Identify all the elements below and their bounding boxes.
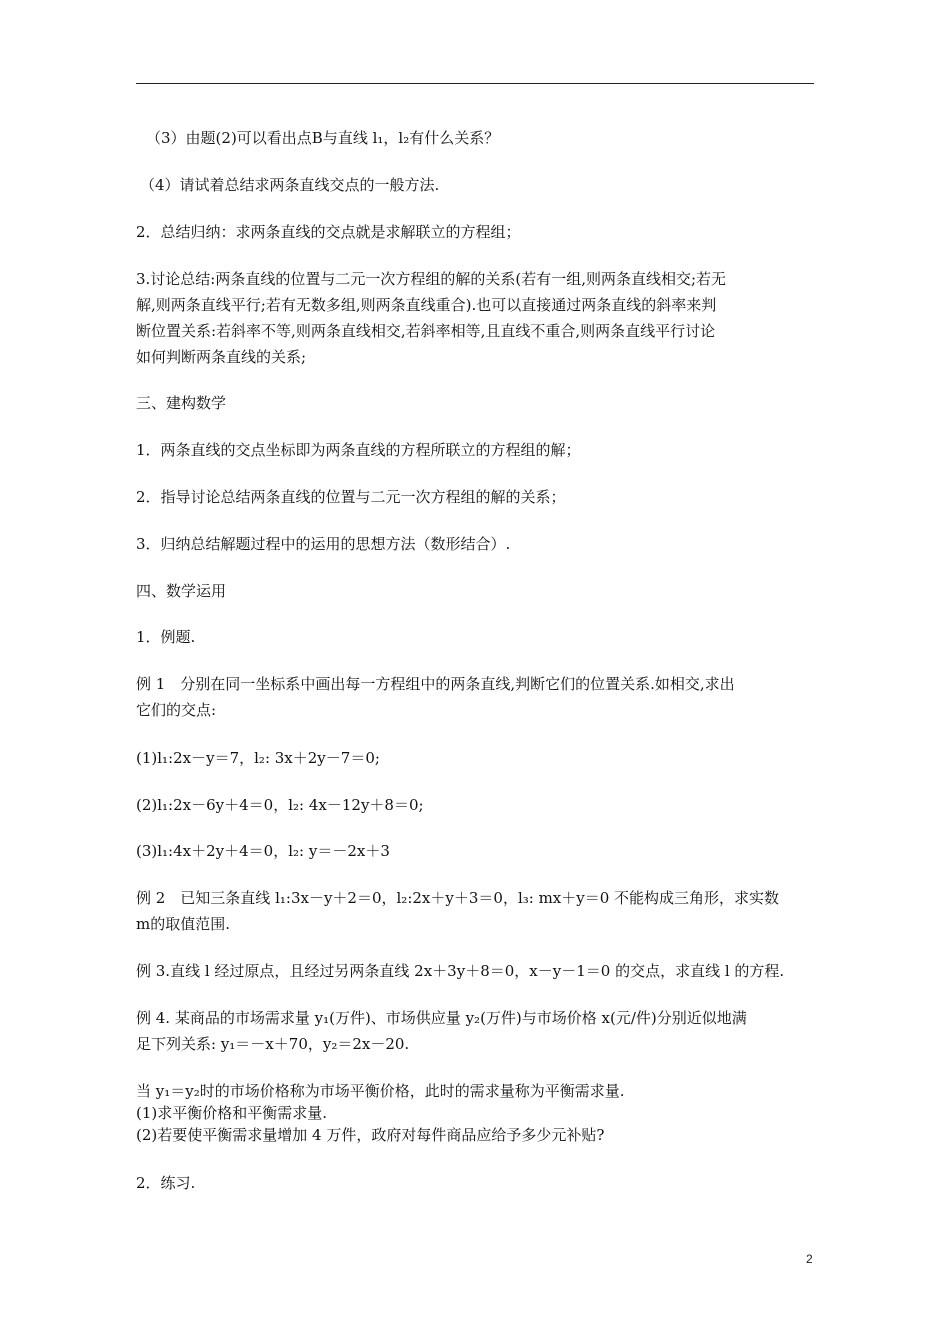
example-2-line-1: 例 2 已知三条直线 l₁:3x－y＋2＝0，l₂:2x＋y＋3＝0，l₃: mx＋y＝0 不能构成三角形，求实数 <box>136 889 780 907</box>
text-line-9: 1．两条直线的交点坐标即为两条直线的方程所联立的方程组的解； <box>136 441 581 459</box>
example-4-line-2: 足下列关系: y₁＝－x＋70，y₂＝2x－20. <box>136 1035 410 1053</box>
text-line-7: 如何判断两条直线的关系; <box>136 348 307 366</box>
example-2-line-2: m的取值范围. <box>136 915 230 933</box>
text-line-10: 2．指导讨论总结两条直线的位置与二元一次方程组的解的关系； <box>136 488 566 506</box>
example-4-line-1: 例 4. 某商品的市场需求量 y₁(万件)、市场供应量 y₂(万件)与市场价格 x(元/件)分别近似地满 <box>136 1009 747 1027</box>
text-line-27: 2．练习. <box>136 1174 196 1192</box>
text-line-5: 解,则两条直线平行;若有无数多组,则两条直线重合).也可以直接通过两条直线的斜率来判 <box>136 296 717 314</box>
example-1-line-1: 例 1 分别在同一坐标系中画出每一方程组中的两条直线,判断它们的位置关系.如相交,求出 <box>136 675 735 693</box>
text-line-2: （4）请试着总结求两条直线交点的一般方法. <box>140 176 440 194</box>
page-number: 2 <box>806 1252 813 1266</box>
example-1-item-3: (3)l₁:4x＋2y＋4＝0，l₂: y＝－2x＋3 <box>136 842 390 860</box>
text-line-6: 断位置关系:若斜率不等,则两条直线相交,若斜率相等,且直线不重合,则两条直线平行讨论 <box>136 322 716 340</box>
example-3: 例 3.直线 l 经过原点，且经过另两条直线 2x＋3y＋8＝0，x－y－1＝0 的交点，求直线 l 的方程. <box>136 962 785 980</box>
text-line-3: 2．总结归纳：求两条直线的交点就是求解联立的方程组； <box>136 223 521 241</box>
text-line-13: 1．例题. <box>136 628 196 646</box>
example-4-line-4: (1)求平衡价格和平衡需求量. <box>136 1104 328 1122</box>
example-4-line-5: (2)若要使平衡需求量增加 4 万件，政府对每件商品应给予多少元补贴? <box>136 1126 605 1144</box>
text-line-11: 3．归纳总结解题过程中的运用的思想方法（数形结合）. <box>136 535 511 553</box>
example-4-line-3: 当 y₁＝y₂时的市场价格称为市场平衡价格，此时的需求量称为平衡需求量. <box>136 1082 625 1100</box>
section-heading-3: 三、建构数学 <box>136 394 227 412</box>
example-1-item-2: (2)l₁:2x－6y＋4＝0，l₂: 4x－12y＋8＝0; <box>136 796 424 814</box>
header-rule <box>136 83 814 84</box>
example-1-item-1: (1)l₁:2x－y＝7，l₂: 3x＋2y－7＝0; <box>136 749 380 767</box>
section-heading-4: 四、数学运用 <box>136 582 227 600</box>
example-1-line-2: 它们的交点: <box>136 701 217 719</box>
text-line-4: 3.讨论总结:两条直线的位置与二元一次方程组的解的关系(若有一组,则两条直线相交;若无 <box>136 270 727 288</box>
text-line-1: （3）由题(2)可以看出点B与直线 l₁，l₂有什么关系？ <box>146 129 500 147</box>
